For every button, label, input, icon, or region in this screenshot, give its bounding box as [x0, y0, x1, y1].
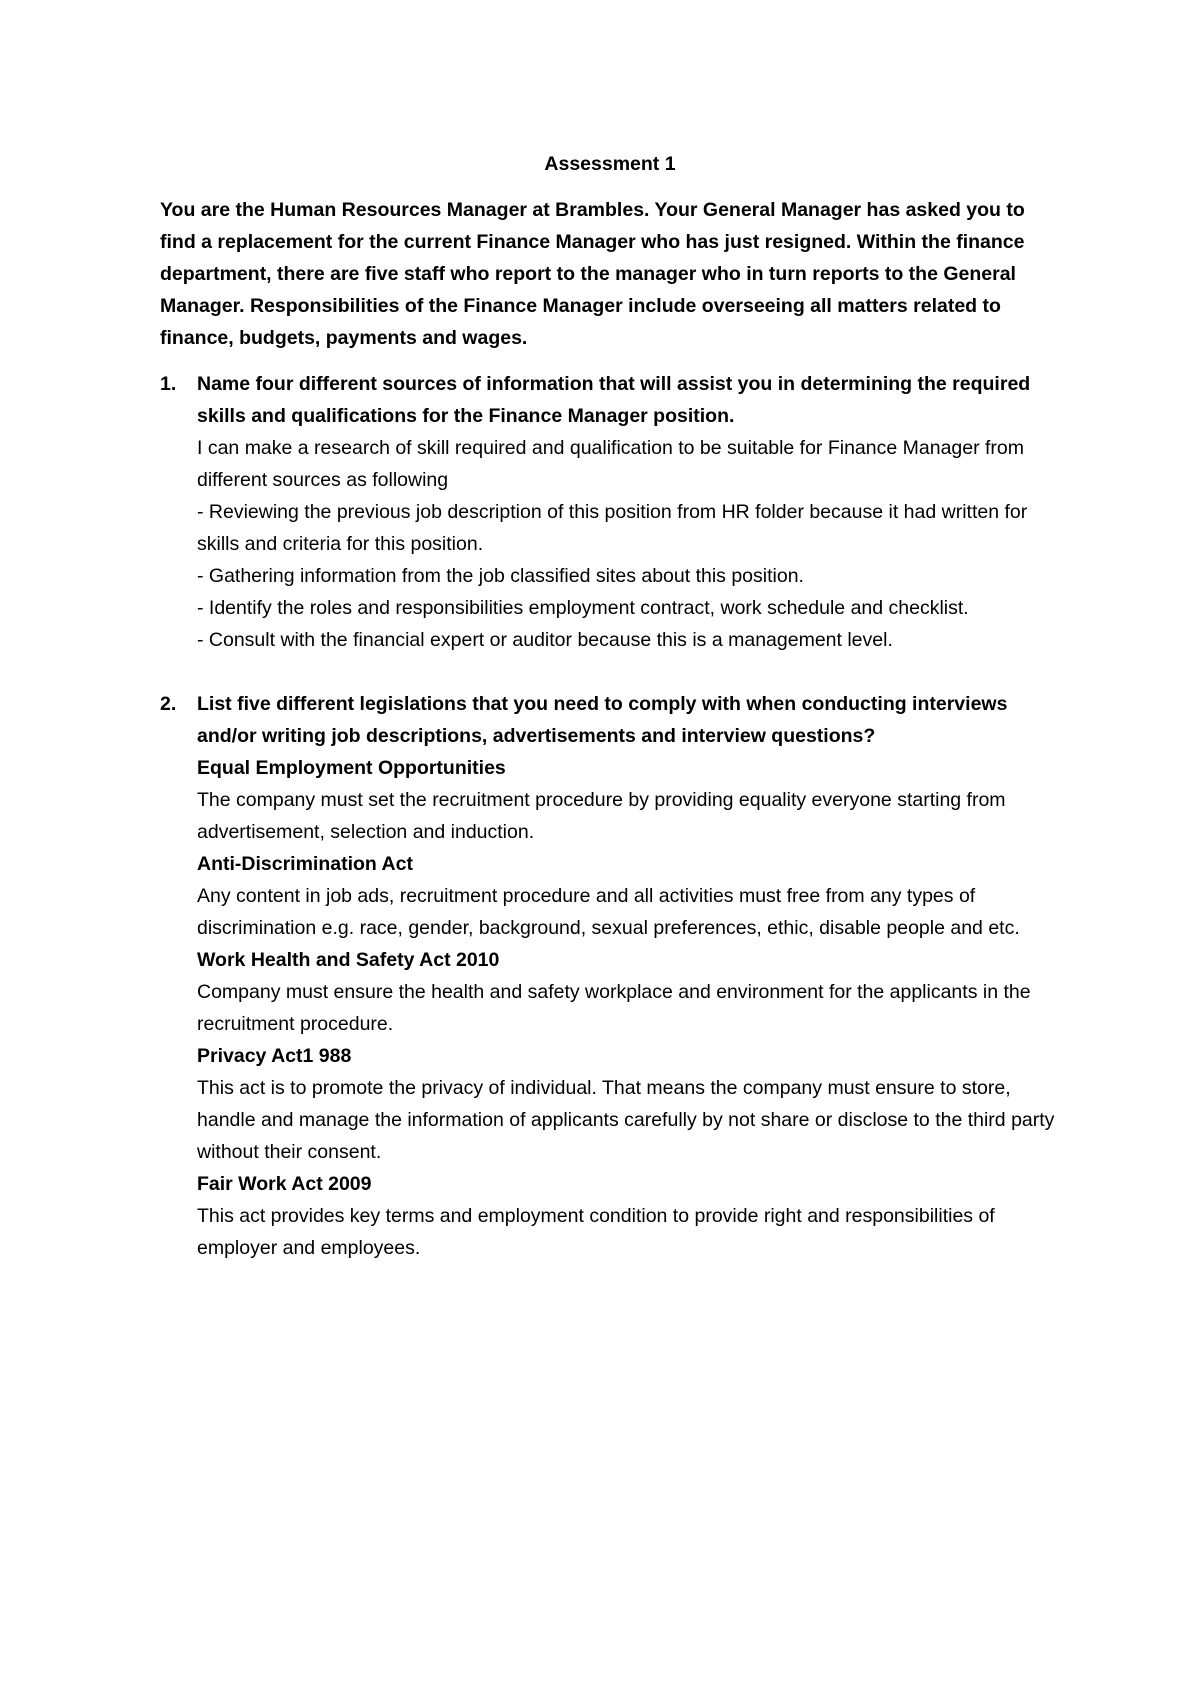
- question-1-answer: I can make a research of skill required and qualification to be suitable for Finance Manager from different sources as following: [197, 437, 1025, 491]
- question-1: [160, 368, 1060, 656]
- answer-bullet: - Identify the roles and responsibilities employment contract, work schedule and checklist.: [197, 597, 969, 619]
- legislation-title: Work Health and Safety Act 2010: [197, 949, 500, 971]
- document-content: [160, 148, 1060, 1264]
- legislation-title: Privacy Act1 988: [197, 1045, 352, 1067]
- question-2-text: List five different legislations that you need to comply with when conducting interviews and/or writing job descriptions, advertisements and interview questions?: [197, 693, 1008, 747]
- intro-paragraph: You are the Human Resources Manager at Brambles. Your General Manager has asked you to find a replacement for the current Finance Manager who has just resigned. Within the finance department, there are five staff who report to the manager who in turn reports to the General Manager. Responsibilities of the Finance Manager include overseeing all matters related to finance, budgets, payments and wages.: [160, 199, 1025, 349]
- question-2-number: 2.: [160, 693, 177, 715]
- legislation-description: This act provides key terms and employment condition to provide right and responsibilities of employer and employees.: [197, 1205, 995, 1259]
- answer-bullet: - Reviewing the previous job description of this position from HR folder because it had written for skills and criteria for this position.: [197, 501, 1028, 555]
- answer-bullet: - Consult with the financial expert or auditor because this is a management level.: [197, 629, 893, 651]
- legislation-description: This act is to promote the privacy of individual. That means the company must ensure to store, handle and manage the information of applicants carefully by not share or disclose to the third party without their consent.: [197, 1077, 1055, 1163]
- legislation-description: Company must ensure the health and safety workplace and environment for the applicants in the recruitment procedure.: [197, 981, 1031, 1035]
- question-2-body: [197, 688, 1060, 1264]
- legislation-title: Equal Employment Opportunities: [197, 757, 506, 779]
- document-title: Assessment 1: [544, 153, 676, 175]
- legislation-title: Anti-Discrimination Act: [197, 853, 413, 875]
- question-1-number: 1.: [160, 373, 177, 395]
- legislation-title: Fair Work Act 2009: [197, 1173, 372, 1195]
- answer-bullet: - Gathering information from the job classified sites about this position.: [197, 565, 804, 587]
- section-spacer: [160, 656, 1060, 688]
- question-1-text: Name four different sources of information that will assist you in determining the required skills and qualifications for the Finance Manager position.: [197, 373, 1031, 427]
- legislation-description: Any content in job ads, recruitment procedure and all activities must free from any types of discrimination e.g. race, gender, background, sexual preferences, ethic, disable people and etc.: [197, 885, 1020, 939]
- legislation-description: The company must set the recruitment procedure by providing equality everyone starting from advertisement, selection and induction.: [197, 789, 1006, 843]
- question-1-body: [197, 368, 1060, 656]
- question-2: [160, 688, 1060, 1264]
